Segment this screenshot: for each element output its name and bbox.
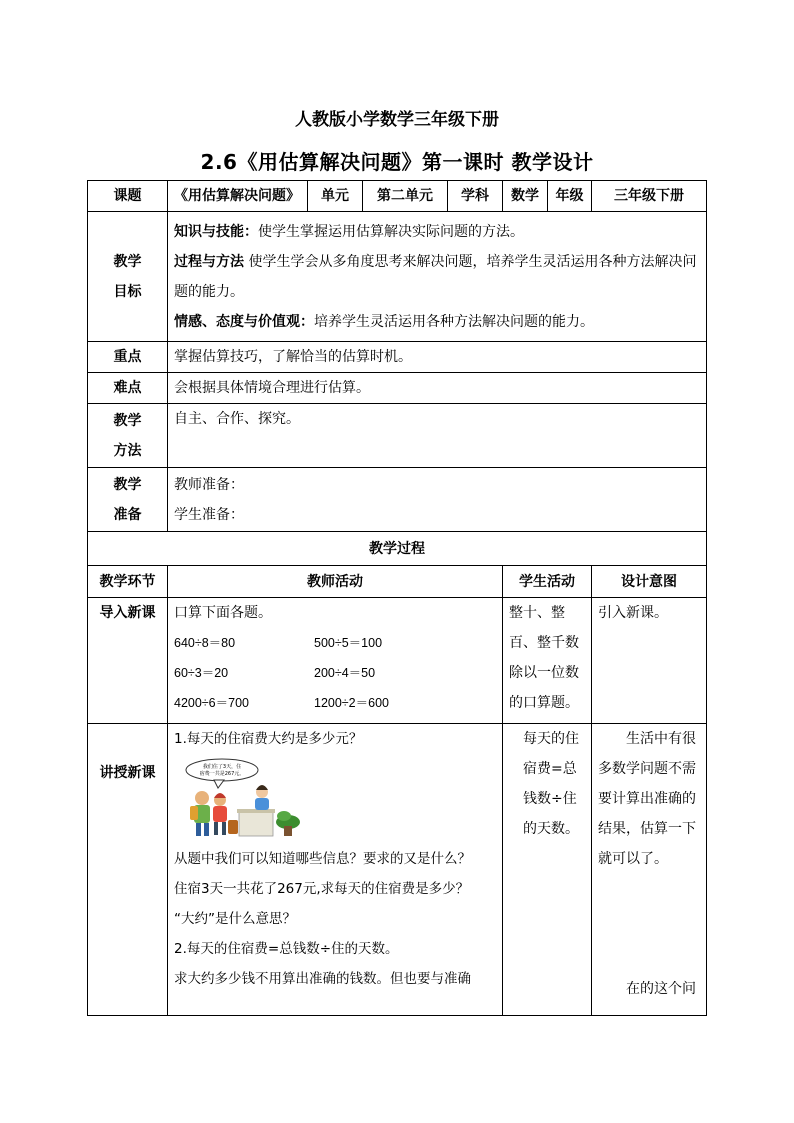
intro-intent: 引入新课。 [592, 598, 707, 724]
teach-teacher [168, 724, 503, 1016]
teach-intent-tail: 在的这个问 [626, 981, 696, 997]
intro-teacher [168, 598, 503, 724]
unit-value: 第二单元 [363, 181, 448, 212]
lesson-plan-table [87, 180, 707, 1016]
col-teacher: 教师活动 [168, 566, 503, 598]
teach-intent-text: 生活中有很多数学问题不需要计算出准确的结果，估算一下就可以了。 [598, 731, 696, 867]
subject-value: 数学 [503, 181, 548, 212]
calc-row [174, 688, 496, 718]
teach-student: 每天的住宿费=总钱数÷住的天数。 [503, 724, 592, 1016]
question-2: 2.每天的住宿费=总钱数÷住的天数。 [174, 941, 399, 957]
intro-prompt: 口算下面各题。 [174, 605, 272, 621]
teach-stage: 讲授新课 [88, 724, 168, 1016]
goals-label-line1: 教学 [113, 253, 142, 270]
difficulty-label: 难点 [88, 373, 168, 404]
calc-item: 4200÷6＝700 [174, 696, 249, 710]
prep-label-line1: 教学 [113, 476, 142, 493]
student-prep: 学生准备： [174, 506, 244, 523]
bubble-line-1: 我们住了3天，住 [202, 764, 242, 770]
hotel-scene-illustration [184, 758, 304, 838]
calc-item: 500÷5＝100 [314, 636, 383, 650]
topic-label: 课题 [88, 181, 168, 212]
line-last: 求大约多少钱不用算出准确的钱数。但也要与准确 [174, 971, 471, 987]
calc-row [174, 628, 496, 658]
intro-student: 整十、整百、整千数除以一位数的口算题。 [503, 598, 592, 724]
calc-item: 200÷4＝50 [314, 666, 376, 680]
line-info: 从题中我们可以知道哪些信息？要求的又是什么？ [174, 851, 471, 867]
method-label-line1: 教学 [113, 412, 142, 429]
key-point-label: 重点 [88, 342, 168, 373]
calc-item: 640÷8＝80 [174, 636, 236, 650]
emotion-title: 情感、态度与价值观： [174, 313, 314, 330]
line-stay: 住宿3天一共花了267元,求每天的住宿费是多少？ [174, 881, 470, 897]
prep-content [168, 468, 707, 532]
lesson-title: 2.6《用估算解决问题》第一课时 教学设计 [200, 150, 594, 174]
calc-row [174, 658, 496, 688]
emotion-text: 培养学生灵活运用各种方法解决问题的能力。 [314, 313, 594, 330]
prep-label [88, 468, 168, 532]
col-intent: 设计意图 [592, 566, 707, 598]
col-stage: 教学环节 [88, 566, 168, 598]
teach-intent [592, 724, 707, 1016]
method-label-line2: 方法 [113, 442, 142, 459]
question-1: 1.每天的住宿费大约是多少元？ [174, 731, 363, 747]
prep-label-line2: 准备 [113, 506, 142, 523]
intro-stage: 导入新课 [88, 598, 168, 724]
process-text: 使学生学会从多角度思考来解决问题，培养学生灵活运用各种方法解决问题的能力。 [174, 253, 697, 300]
col-student: 学生活动 [503, 566, 592, 598]
unit-label: 单元 [308, 181, 363, 212]
goals-content [168, 212, 707, 342]
difficulty-text: 会根据具体情境合理进行估算。 [168, 373, 707, 404]
grade-value: 三年级下册 [592, 181, 707, 212]
process-title: 过程与方法 [174, 253, 244, 270]
grade-label: 年级 [548, 181, 592, 212]
knowledge-title: 知识与技能： [174, 223, 258, 240]
goals-label-line2: 目标 [113, 283, 142, 300]
teacher-prep: 教师准备： [174, 476, 244, 493]
calc-item: 1200÷2＝600 [314, 696, 389, 710]
method-text: 自主、合作、探究。 [168, 404, 707, 468]
goals-label [88, 212, 168, 342]
knowledge-text: 使学生掌握运用估算解决实际问题的方法。 [258, 223, 524, 240]
subject-label: 学科 [448, 181, 503, 212]
line-about: “大约”是什么意思？ [174, 911, 296, 927]
method-label [88, 404, 168, 468]
key-point-text: 掌握估算技巧，了解恰当的估算时机。 [168, 342, 707, 373]
calc-item: 60÷3＝20 [174, 666, 229, 680]
process-heading: 教学过程 [88, 532, 707, 566]
bubble-line-2: 宿费一共是267元。 [199, 771, 245, 777]
series-title: 人教版小学数学三年级下册 [295, 110, 499, 130]
topic-value: 《用估算解决问题》 [168, 181, 308, 212]
